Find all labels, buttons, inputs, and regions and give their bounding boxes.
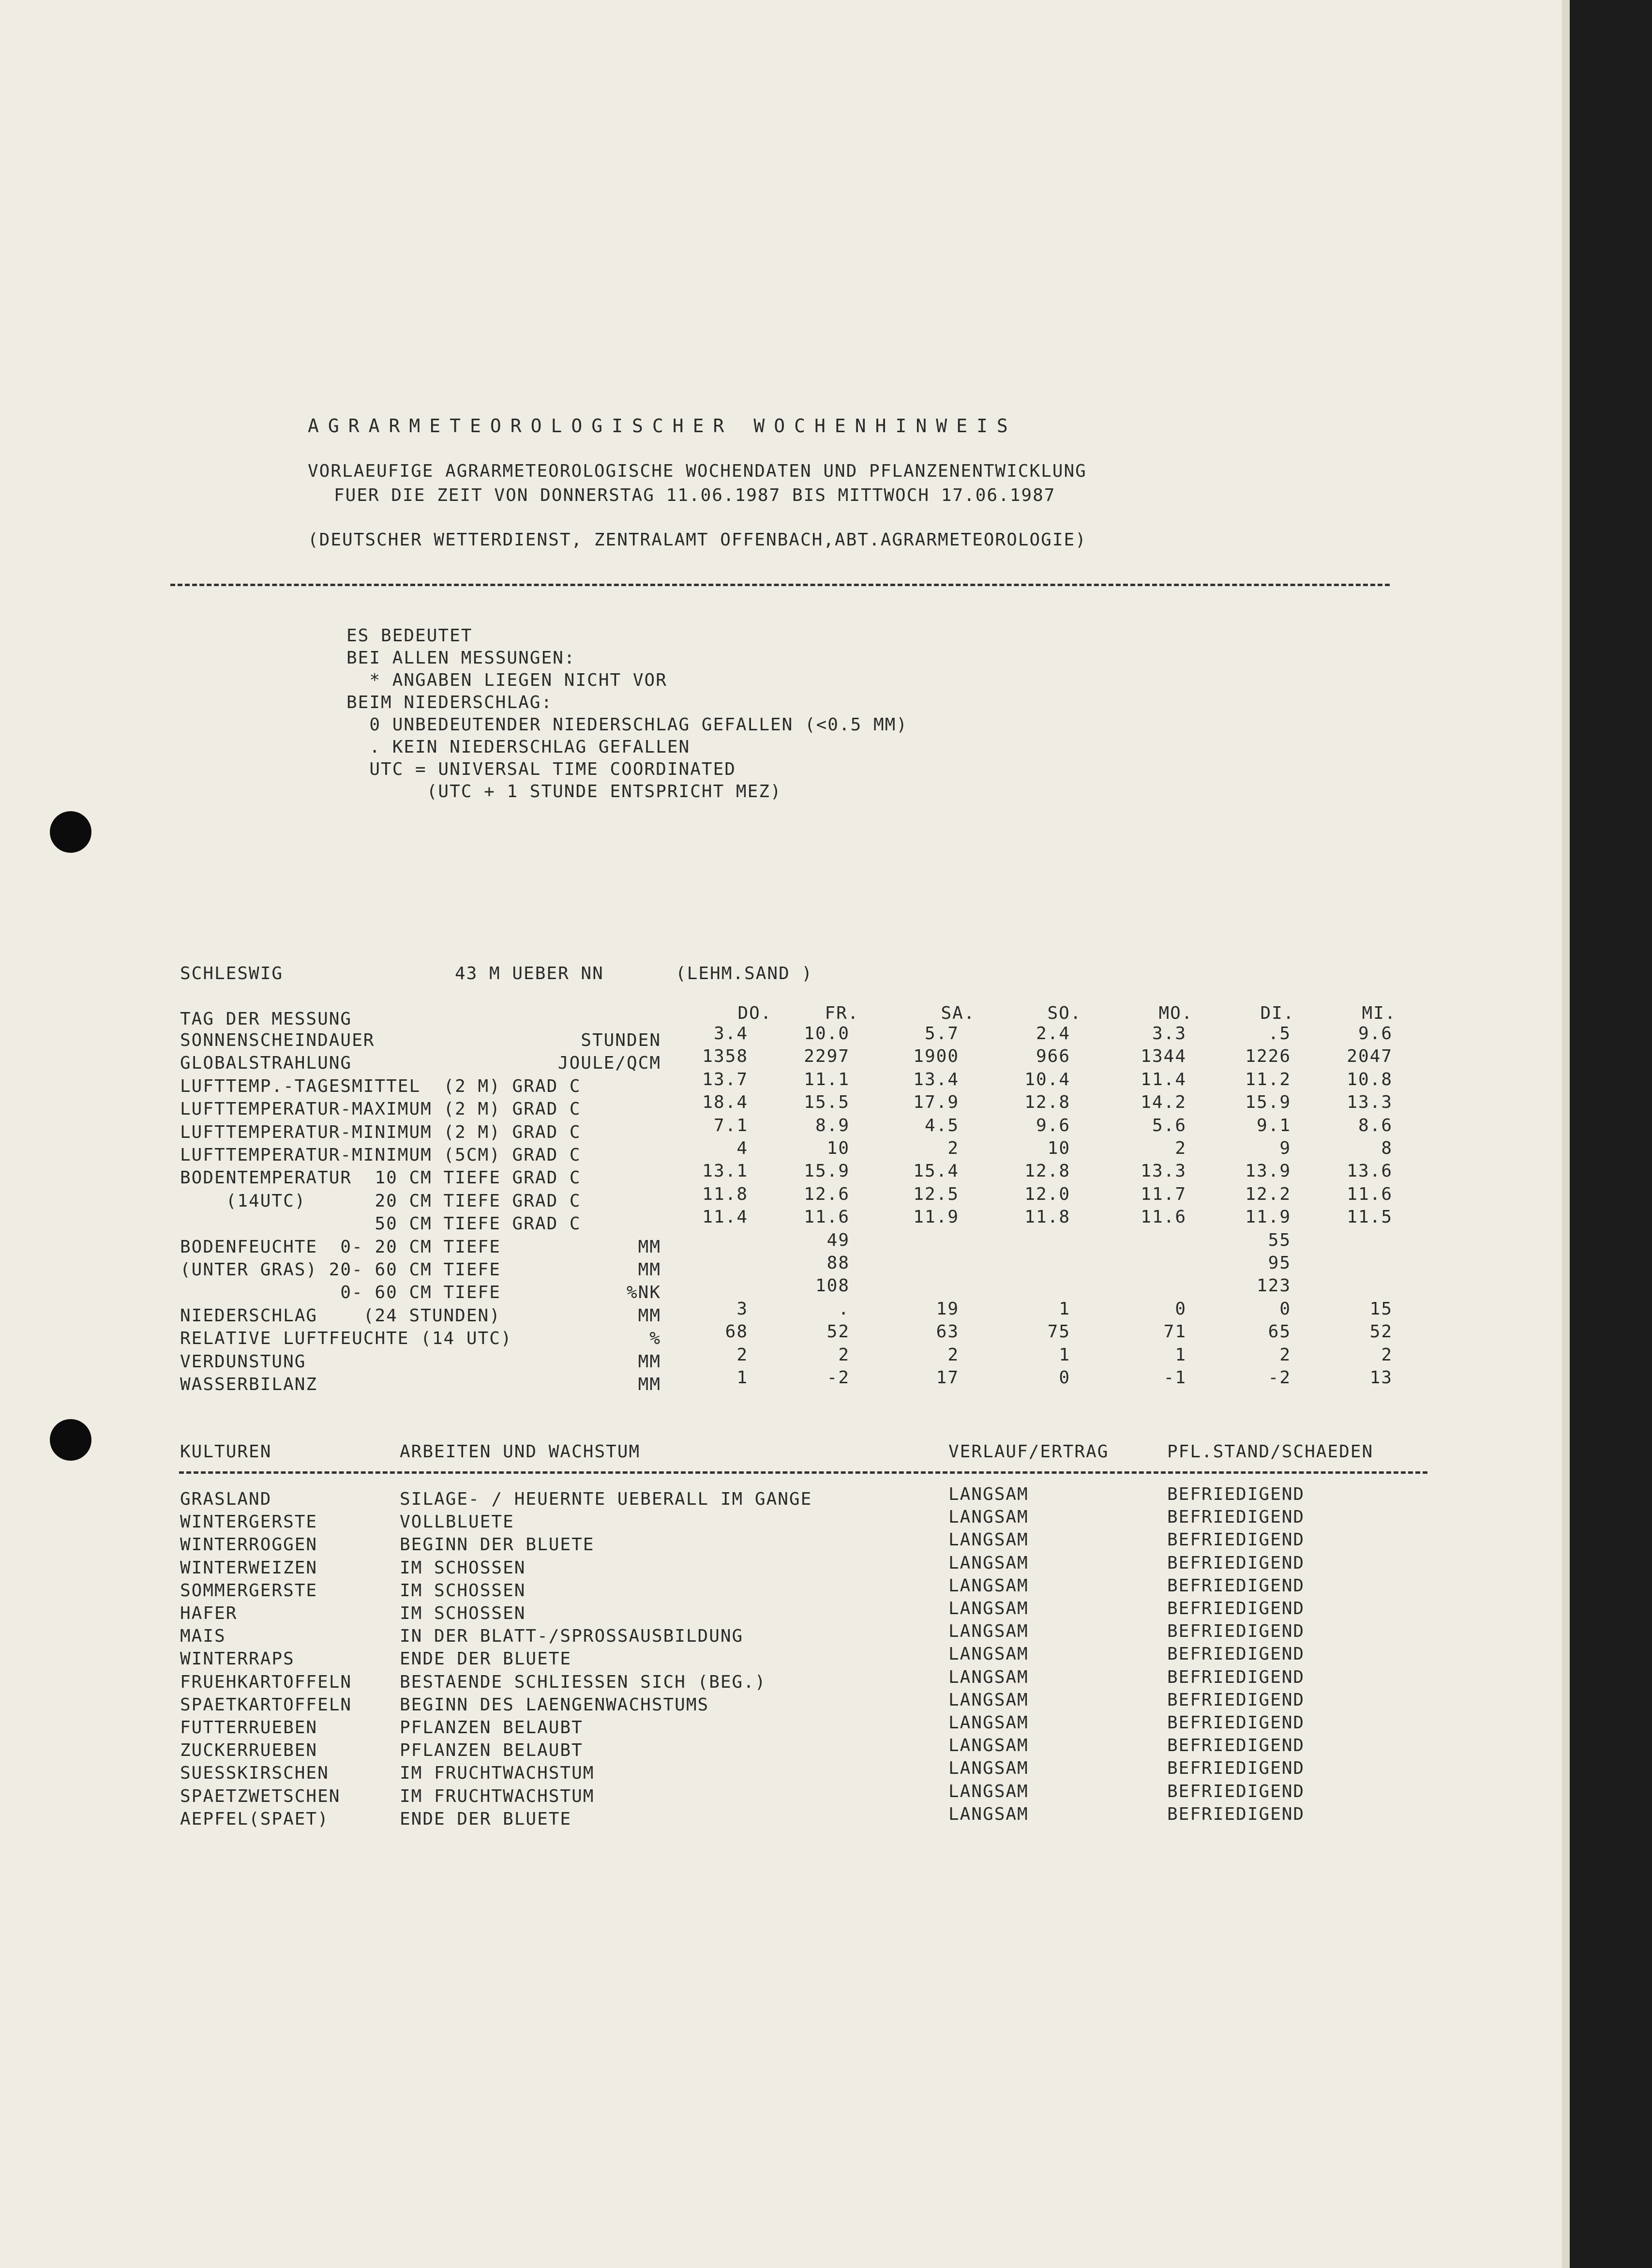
weather-value: 10.0 — [804, 1024, 850, 1043]
weather-value: 1 — [1059, 1299, 1070, 1319]
day-header: SA. — [941, 1003, 976, 1023]
crop-progress: LANGSAM — [948, 1736, 1029, 1755]
legend-line: BEI ALLEN MESSUNGEN: — [346, 648, 576, 668]
crop-work: ENDE DER BLUETE — [400, 1809, 572, 1829]
crop-status: BEFRIEDIGEND — [1167, 1667, 1305, 1687]
weather-row-unit: MM — [638, 1352, 661, 1372]
weather-value: 12.0 — [1024, 1184, 1070, 1204]
crop-progress: LANGSAM — [948, 1804, 1029, 1824]
weather-value: 8.9 — [815, 1116, 850, 1135]
weather-value: 1900 — [913, 1046, 959, 1066]
legend-line: ES BEDEUTET — [346, 626, 473, 646]
weather-row-label: LUFTTEMP.-TAGESMITTEL (2 M) GRAD C — [180, 1076, 581, 1096]
station-name: SCHLESWIG — [180, 964, 284, 983]
crop-status: BEFRIEDIGEND — [1167, 1644, 1305, 1664]
weather-row-label: LUFTTEMPERATUR-MINIMUM (5CM) GRAD C — [180, 1145, 581, 1165]
weather-value: 2 — [838, 1345, 850, 1365]
crop-status: BEFRIEDIGEND — [1167, 1713, 1305, 1733]
weather-value: 12.8 — [1024, 1092, 1070, 1112]
weather-value: 1344 — [1141, 1046, 1186, 1066]
weather-row-unit: MM — [638, 1237, 661, 1257]
station-elevation: 43 M UEBER NN — [455, 964, 604, 983]
weather-value: 11.9 — [1245, 1207, 1291, 1227]
weather-row-unit: MM — [638, 1375, 661, 1394]
weather-value: 17.9 — [913, 1092, 959, 1112]
crop-status: BEFRIEDIGEND — [1167, 1782, 1305, 1801]
legend-line: (UTC + 1 STUNDE ENTSPRICHT MEZ) — [346, 782, 782, 801]
weather-row-label: LUFTTEMPERATUR-MAXIMUM (2 M) GRAD C — [180, 1099, 581, 1119]
crop-work: IN DER BLATT-/SPROSSAUSBILDUNG — [400, 1626, 744, 1646]
weather-value: 63 — [936, 1322, 959, 1342]
crops-header-status: PFL.STAND/SCHAEDEN — [1167, 1442, 1374, 1462]
crop-work: BEGINN DES LAENGENWACHSTUMS — [400, 1695, 709, 1715]
weather-value: 11.4 — [702, 1207, 748, 1227]
weather-value: 88 — [826, 1253, 850, 1273]
crops-divider — [179, 1471, 1427, 1474]
crops-header-work: ARBEITEN UND WACHSTUM — [400, 1442, 641, 1462]
weather-value: 5.7 — [924, 1024, 959, 1043]
crop-work: IM FRUCHTWACHSTUM — [400, 1763, 595, 1783]
weather-value: 8 — [1381, 1138, 1393, 1158]
weather-row-label: GLOBALSTRAHLUNG — [180, 1053, 352, 1073]
weather-value: 11.6 — [1141, 1207, 1186, 1227]
day-header: DO. — [737, 1003, 772, 1023]
source-line: (DEUTSCHER WETTERDIENST, ZENTRALAMT OFFENBACH,ABT.AGRARMETEOROLOGIE) — [308, 530, 1087, 550]
weather-value: 3.4 — [713, 1024, 748, 1043]
legend-line: * ANGABEN LIEGEN NICHT VOR — [346, 670, 667, 690]
weather-row-label: WASSERBILANZ — [180, 1375, 318, 1394]
weather-row-label: VERDUNSTUNG — [180, 1352, 306, 1372]
weather-value: 2 — [1175, 1138, 1186, 1158]
weather-row-label: RELATIVE LUFTFEUCHTE (14 UTC) — [180, 1329, 512, 1348]
weather-value: 3 — [736, 1299, 748, 1319]
crop-progress: LANGSAM — [948, 1484, 1029, 1504]
weather-value: .5 — [1268, 1024, 1291, 1043]
weather-value: . — [838, 1299, 850, 1319]
row-label-day: TAG DER MESSUNG — [180, 1009, 352, 1029]
crop-progress: LANGSAM — [948, 1667, 1029, 1687]
crop-work: PFLANZEN BELAUBT — [400, 1718, 583, 1738]
crop-crop: WINTERWEIZEN — [180, 1558, 318, 1578]
weather-value: 108 — [815, 1276, 850, 1296]
crop-crop: WINTERGERSTE — [180, 1512, 318, 1532]
weather-value: 5.6 — [1152, 1116, 1186, 1135]
weather-row-unit: %NK — [626, 1283, 661, 1302]
weather-value: 18.4 — [702, 1092, 748, 1112]
weather-value: 1 — [1059, 1345, 1070, 1365]
weather-value: 2 — [947, 1345, 959, 1365]
weather-value: 11.5 — [1347, 1207, 1393, 1227]
weather-value: -2 — [826, 1368, 850, 1388]
weather-row-label: LUFTTEMPERATUR-MINIMUM (2 M) GRAD C — [180, 1122, 581, 1142]
crop-progress: LANGSAM — [948, 1713, 1029, 1733]
crops-header-culture: KULTUREN — [180, 1442, 272, 1462]
weather-value: 2.4 — [1036, 1024, 1070, 1043]
crop-crop: FUTTERRUEBEN — [180, 1718, 318, 1738]
weather-value: 9.6 — [1036, 1116, 1070, 1135]
weather-value: 123 — [1256, 1276, 1291, 1296]
weather-value: 9.6 — [1358, 1024, 1393, 1043]
crop-status: BEFRIEDIGEND — [1167, 1599, 1305, 1618]
weather-value: 8.6 — [1358, 1116, 1393, 1135]
weather-value: 12.8 — [1024, 1161, 1070, 1181]
crop-crop: SPAETKARTOFFELN — [180, 1695, 352, 1715]
crop-progress: LANGSAM — [948, 1576, 1029, 1596]
crop-work: IM FRUCHTWACHSTUM — [400, 1786, 595, 1806]
weather-value: 2 — [1381, 1345, 1393, 1365]
legend-line: BEIM NIEDERSCHLAG: — [346, 693, 553, 712]
document-title: AGRARMETEOROLOGISCHER WOCHENHINWEIS — [308, 415, 1017, 437]
weather-value: 13.3 — [1141, 1161, 1186, 1181]
weather-value: 1226 — [1245, 1046, 1291, 1066]
weather-row-label: 50 CM TIEFE GRAD C — [180, 1214, 581, 1234]
weather-value: 11.8 — [702, 1184, 748, 1204]
weather-value: 1 — [736, 1368, 748, 1388]
weather-value: 3.3 — [1152, 1024, 1186, 1043]
weather-value: 9.1 — [1256, 1116, 1291, 1135]
crop-progress: LANGSAM — [948, 1507, 1029, 1527]
weather-value: 13 — [1369, 1368, 1393, 1388]
crop-status: BEFRIEDIGEND — [1167, 1576, 1305, 1596]
crop-status: BEFRIEDIGEND — [1167, 1621, 1305, 1641]
weather-value: 13.6 — [1347, 1161, 1393, 1181]
crop-work: BESTAENDE SCHLIESSEN SICH (BEG.) — [400, 1672, 766, 1692]
weather-value: 52 — [826, 1322, 850, 1342]
legend-line: UTC = UNIVERSAL TIME COORDINATED — [346, 759, 736, 779]
crop-crop: AEPFEL(SPAET) — [180, 1809, 329, 1829]
weather-value: 11.6 — [804, 1207, 850, 1227]
weather-value: 15.9 — [1245, 1092, 1291, 1112]
weather-value: 4 — [736, 1138, 748, 1158]
crop-progress: LANGSAM — [948, 1621, 1029, 1641]
weather-value: -2 — [1268, 1368, 1291, 1388]
weather-row-label: BODENFEUCHTE 0- 20 CM TIEFE — [180, 1237, 501, 1257]
crop-crop: WINTERRAPS — [180, 1649, 295, 1669]
weather-value: 13.9 — [1245, 1161, 1291, 1181]
weather-value: 49 — [826, 1230, 850, 1250]
weather-value: 11.9 — [913, 1207, 959, 1227]
binder-edge — [1570, 0, 1652, 2268]
crop-progress: LANGSAM — [948, 1758, 1029, 1778]
crop-status: BEFRIEDIGEND — [1167, 1758, 1305, 1778]
weather-row-unit: STUNDEN — [581, 1030, 661, 1050]
crop-crop: FRUEHKARTOFFELN — [180, 1672, 352, 1692]
day-header: MI. — [1362, 1003, 1397, 1023]
weather-value: 68 — [725, 1322, 748, 1342]
crop-status: BEFRIEDIGEND — [1167, 1736, 1305, 1755]
crop-progress: LANGSAM — [948, 1690, 1029, 1710]
crop-crop: SPAETZWETSCHEN — [180, 1786, 341, 1806]
weather-value: 2297 — [804, 1046, 850, 1066]
weather-row-label: NIEDERSCHLAG (24 STUNDEN) — [180, 1306, 501, 1326]
weather-value: 17 — [936, 1368, 959, 1388]
weather-value: 4.5 — [924, 1116, 959, 1135]
punch-hole-lower — [50, 1419, 91, 1461]
weather-value: 10 — [826, 1138, 850, 1158]
crop-work: IM SCHOSSEN — [400, 1603, 526, 1623]
crop-crop: GRASLAND — [180, 1489, 272, 1509]
weather-value: 65 — [1268, 1322, 1291, 1342]
weather-value: 0 — [1279, 1299, 1291, 1319]
day-header: DI. — [1260, 1003, 1295, 1023]
day-header: SO. — [1047, 1003, 1082, 1023]
crops-header-progress: VERLAUF/ERTRAG — [948, 1442, 1109, 1462]
weather-value: 2 — [947, 1138, 959, 1158]
weather-value: 1358 — [702, 1046, 748, 1066]
weather-value: 0 — [1059, 1368, 1070, 1388]
weather-row-unit: % — [649, 1329, 661, 1348]
crop-status: BEFRIEDIGEND — [1167, 1804, 1305, 1824]
weather-value: 71 — [1163, 1322, 1186, 1342]
weather-value: 12.6 — [804, 1184, 850, 1204]
crop-crop: SOMMERGERSTE — [180, 1581, 318, 1601]
weather-value: 75 — [1047, 1322, 1070, 1342]
weather-value: 11.4 — [1141, 1070, 1186, 1089]
crop-status: BEFRIEDIGEND — [1167, 1507, 1305, 1527]
weather-value: 11.8 — [1024, 1207, 1070, 1227]
weather-value: -1 — [1163, 1368, 1186, 1388]
weather-value: 15.9 — [804, 1161, 850, 1181]
weather-value: 10 — [1047, 1138, 1070, 1158]
weather-value: 13.4 — [913, 1070, 959, 1089]
crop-progress: LANGSAM — [948, 1782, 1029, 1801]
day-header: MO. — [1158, 1003, 1193, 1023]
crop-progress: LANGSAM — [948, 1530, 1029, 1550]
weather-value: 2047 — [1347, 1046, 1393, 1066]
day-header: FR. — [825, 1003, 859, 1023]
crop-crop: HAFER — [180, 1603, 238, 1623]
crop-crop: MAIS — [180, 1626, 226, 1646]
weather-value: 12.5 — [913, 1184, 959, 1204]
legend-line: . KEIN NIEDERSCHLAG GEFALLEN — [346, 737, 691, 757]
weather-value: 11.7 — [1141, 1184, 1186, 1204]
header-divider — [170, 584, 1390, 586]
crop-work: PFLANZEN BELAUBT — [400, 1740, 583, 1760]
crop-progress: LANGSAM — [948, 1553, 1029, 1573]
punch-hole-upper — [50, 811, 91, 853]
crop-work: IM SCHOSSEN — [400, 1581, 526, 1601]
crop-status: BEFRIEDIGEND — [1167, 1530, 1305, 1550]
weather-row-label: (UNTER GRAS) 20- 60 CM TIEFE — [180, 1260, 501, 1280]
crop-work: VOLLBLUETE — [400, 1512, 514, 1532]
weather-value: 10.4 — [1024, 1070, 1070, 1089]
weather-value: 0 — [1175, 1299, 1186, 1319]
weather-value: 966 — [1036, 1046, 1070, 1066]
station-soil: (LEHM.SAND ) — [676, 964, 813, 983]
crop-work: ENDE DER BLUETE — [400, 1649, 572, 1669]
crop-status: BEFRIEDIGEND — [1167, 1553, 1305, 1573]
weather-value: 11.2 — [1245, 1070, 1291, 1089]
weather-value: 19 — [936, 1299, 959, 1319]
subtitle-line-1: VORLAEUFIGE AGRARMETEOROLOGISCHE WOCHENDATEN UND PFLANZENENTWICKLUNG — [308, 461, 1087, 481]
subtitle-line-2: FUER DIE ZEIT VON DONNERSTAG 11.06.1987 BIS MITTWOCH 17.06.1987 — [334, 485, 1056, 505]
crop-status: BEFRIEDIGEND — [1167, 1690, 1305, 1710]
weather-row-unit: MM — [638, 1306, 661, 1326]
weather-value: 15.5 — [804, 1092, 850, 1112]
crop-progress: LANGSAM — [948, 1599, 1029, 1618]
crop-crop: SUESSKIRSCHEN — [180, 1763, 329, 1783]
crop-work: BEGINN DER BLUETE — [400, 1535, 595, 1555]
weather-value: 2 — [736, 1345, 748, 1365]
crop-work: SILAGE- / HEUERNTE UEBERALL IM GANGE — [400, 1489, 812, 1509]
weather-row-label: BODENTEMPERATUR 10 CM TIEFE GRAD C — [180, 1168, 581, 1188]
crop-work: IM SCHOSSEN — [400, 1558, 526, 1578]
weather-value: 11.1 — [804, 1070, 850, 1089]
weather-row-unit: JOULE/QCM — [557, 1053, 661, 1073]
weather-value: 13.1 — [702, 1161, 748, 1181]
weather-value: 14.2 — [1141, 1092, 1186, 1112]
weather-value: 52 — [1369, 1322, 1393, 1342]
crop-status: BEFRIEDIGEND — [1167, 1484, 1305, 1504]
weather-row-label: (14UTC) 20 CM TIEFE GRAD C — [180, 1191, 581, 1211]
weather-value: 1 — [1175, 1345, 1186, 1365]
weather-row-unit: MM — [638, 1260, 661, 1280]
crop-progress: LANGSAM — [948, 1644, 1029, 1664]
weather-value: 7.1 — [713, 1116, 748, 1135]
weather-row-label: SONNENSCHEINDAUER — [180, 1030, 375, 1050]
weather-value: 13.7 — [702, 1070, 748, 1089]
weather-value: 9 — [1279, 1138, 1291, 1158]
crop-crop: ZUCKERRUEBEN — [180, 1740, 318, 1760]
weather-value: 2 — [1279, 1345, 1291, 1365]
weather-row-label: 0- 60 CM TIEFE — [180, 1283, 501, 1302]
weather-value: 10.8 — [1347, 1070, 1393, 1089]
legend-line: 0 UNBEDEUTENDER NIEDERSCHLAG GEFALLEN (<0.5 MM) — [346, 715, 908, 735]
weather-value: 95 — [1268, 1253, 1291, 1273]
weather-value: 15.4 — [913, 1161, 959, 1181]
weather-value: 55 — [1268, 1230, 1291, 1250]
weather-value: 15 — [1369, 1299, 1393, 1319]
crop-crop: WINTERROGGEN — [180, 1535, 318, 1555]
weather-value: 11.6 — [1347, 1184, 1393, 1204]
weather-value: 12.2 — [1245, 1184, 1291, 1204]
paper-edge — [1562, 0, 1570, 2268]
weather-value: 13.3 — [1347, 1092, 1393, 1112]
